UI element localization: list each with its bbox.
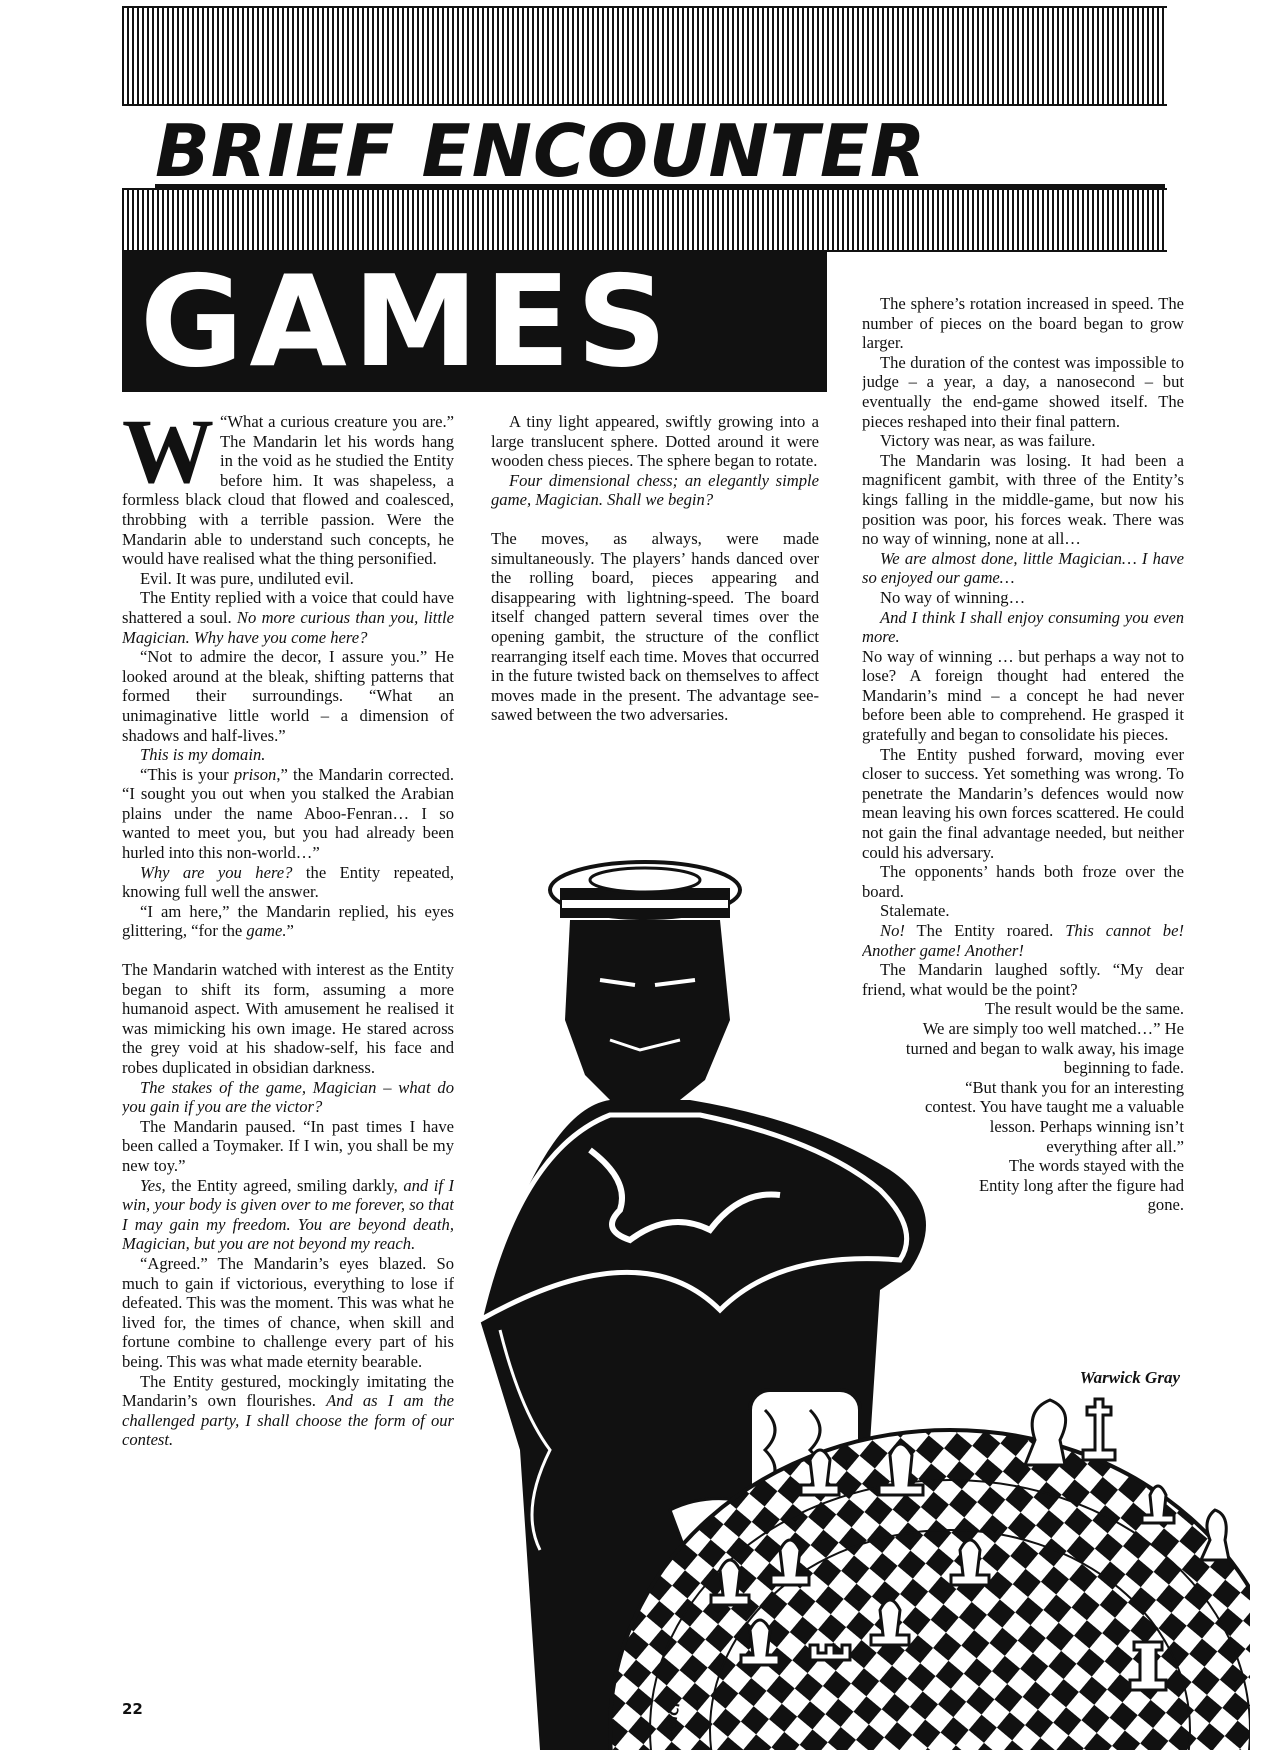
paragraph: The Mandarin laughed softly. “My dear friend, what would be the point? bbox=[862, 960, 1184, 999]
paragraph: The Mandarin paused. “In past times I have been called a Toymaker. If I win, you shall be my new toy.” bbox=[122, 1116, 454, 1175]
paragraph: The words stayed with the Entity long after the figure had gone. bbox=[978, 1156, 1184, 1215]
paragraph: And I think I shall enjoy consuming you even more. bbox=[862, 607, 1184, 647]
mandarin-face bbox=[565, 920, 730, 1100]
paragraph: Evil. It was pure, undiluted evil. bbox=[140, 568, 354, 588]
paragraph: The stakes of the game, Magician – what do you gain if you are the victor? bbox=[122, 1077, 454, 1117]
paragraph: The Mandarin watched with interest as the Entity began to shift its form, assuming a more humanoid aspect. With amusement he realised it was mimicking his own image. He stared across the grey void at his shadow-self, his face and robes duplicated in obsidian darkness. bbox=[122, 960, 454, 1077]
article-column-2 bbox=[491, 412, 819, 852]
paragraph: The Entity pushed forward, moving ever closer to success. Yet something was wrong. To penetrate the Mandarin’s defences would now mean leaving his own forces scattered. He could not gain the final advantage needed, but neither could his adversary. bbox=[862, 744, 1184, 862]
drop-cap: W bbox=[122, 412, 214, 502]
paragraph: “Agreed.” The Mandarin’s eyes blazed. So much to gain if victorious, everything to lose if defeated. This was the moment. This was what he lived for, the times of chance, when skill and fortune combine to challenge every part of his being. This was what made eternity bearable. bbox=[122, 1253, 454, 1371]
paragraph: No! The Entity roared. This cannot be! Another game! Another! bbox=[862, 921, 1184, 960]
kicker-banner: BRIEF ENCOUNTER bbox=[155, 112, 1165, 190]
paragraph: The duration of the contest was impossible to judge – a year, a day, a nanosecond – but eventually the end-game showed itself. The pieces reshaped into their final pattern. bbox=[862, 352, 1184, 431]
paragraph: No way of winning… bbox=[880, 587, 1026, 607]
page-title: GAMES bbox=[122, 252, 827, 392]
paragraph: A tiny light appeared, swiftly growing into a large translucent sphere. Dotted around it were wooden chess pieces. The sphere began to rotate. bbox=[491, 412, 819, 471]
paragraph: We are almost done, little Magician… I have so enjoyed our game… bbox=[862, 548, 1184, 588]
paragraph: “Not to admire the decor, I assure you.” He looked around at the bleak, shifting patterns that formed their surroundings. “What an unimaginative little world – a dimension of shadows and half-lives.” bbox=[122, 647, 454, 745]
paragraph: Why are you here? the Entity repeated, knowing full well the answer. bbox=[122, 862, 454, 902]
page-number: 22 bbox=[122, 1700, 143, 1718]
paragraph: The sphere’s rotation increased in speed. The number of pieces on the board began to grow larger. bbox=[862, 294, 1184, 353]
artist-signature: VICK bbox=[664, 1696, 684, 1731]
paragraph: The result would be the same. bbox=[984, 999, 1184, 1019]
paragraph: “This is your prison,” the Mandarin corrected. “I sought you out when you stalked the Arabian plains under the name Aboo-Fenran… I so wanted to meet you, but you had already been hurled into this non-world…” bbox=[122, 764, 454, 863]
paragraph: The Entity gestured, mockingly imitating the Mandarin’s own flourishes. And as I am the challenged party, I shall choose the form of our contest. bbox=[122, 1371, 454, 1450]
mandarin-hat bbox=[550, 862, 740, 918]
paragraph: “But thank you for an interesting contest. You have taught me a valuable lesson. Perhaps winning isn’t everything after all.” bbox=[925, 1077, 1184, 1156]
paragraph: The Mandarin was losing. It had been a magnificent gambit, with three of the Entity’s kings falling in the middle-game, but now his position was poor, his forces weak. There was no way of winning, none at all… bbox=[862, 450, 1184, 549]
author-byline: Warwick Gray bbox=[1079, 1368, 1180, 1387]
paragraph: The opponents’ hands both froze over the board. bbox=[862, 862, 1184, 901]
paragraph: No way of winning … but perhaps a way not to lose? A foreign thought had entered the Mandarin’s mind – a concept he had never before been able to comprehend. He grasped it gratefully and began to consolidate his pieces. bbox=[862, 646, 1184, 745]
paragraph: W “What a curious creature you are.” The Mandarin let his words hang in the void as he studied the Entity before him. It was shapeless, a formless black cloud that flowed and coalesced, throbbing with a terrible passion. Were the Mandarin able to understand such concepts, he would have realised what the thing personified. bbox=[122, 412, 454, 569]
header-stripes-middle bbox=[122, 188, 1167, 252]
article-column-1 bbox=[122, 412, 454, 1687]
paragraph: “I am here,” the Mandarin replied, his eyes glittering, “for the game.” bbox=[122, 901, 454, 941]
paragraph: The Entity replied with a voice that could have shattered a soul. No more curious than you, little Magician. Why have you come here? bbox=[122, 588, 454, 647]
paragraph: Victory was near, as was failure. bbox=[880, 431, 1096, 451]
paragraph: This is my domain. bbox=[140, 745, 266, 765]
header-stripes-top bbox=[122, 6, 1167, 106]
paragraph: Four dimensional chess; an elegantly simple game, Magician. Shall we begin? bbox=[491, 470, 819, 510]
paragraph: Stalemate. bbox=[880, 901, 950, 921]
article-column-3 bbox=[862, 294, 1184, 1394]
paragraph: Yes, the Entity agreed, smiling darkly, and if I win, your body is given over to me forever, so that I may gain my freedom. You are beyond death, Magician, but you are not beyond my reach. bbox=[122, 1175, 454, 1254]
paragraph: We are simply too well matched…” He turned and began to walk away, his image beginning to fade. bbox=[905, 1018, 1184, 1078]
paragraph: The moves, as always, were made simultaneously. The players’ hands danced over the rolling board, pieces appearing and disappearing with lightning-speed. The board itself changed pattern several times over the opening gambit, the structure of the conflict rearranging itself each time. Moves that occurred in the future twisted back on themselves to affect moves made in the present. The advantage see-sawed between the two adversaries. bbox=[491, 528, 819, 725]
